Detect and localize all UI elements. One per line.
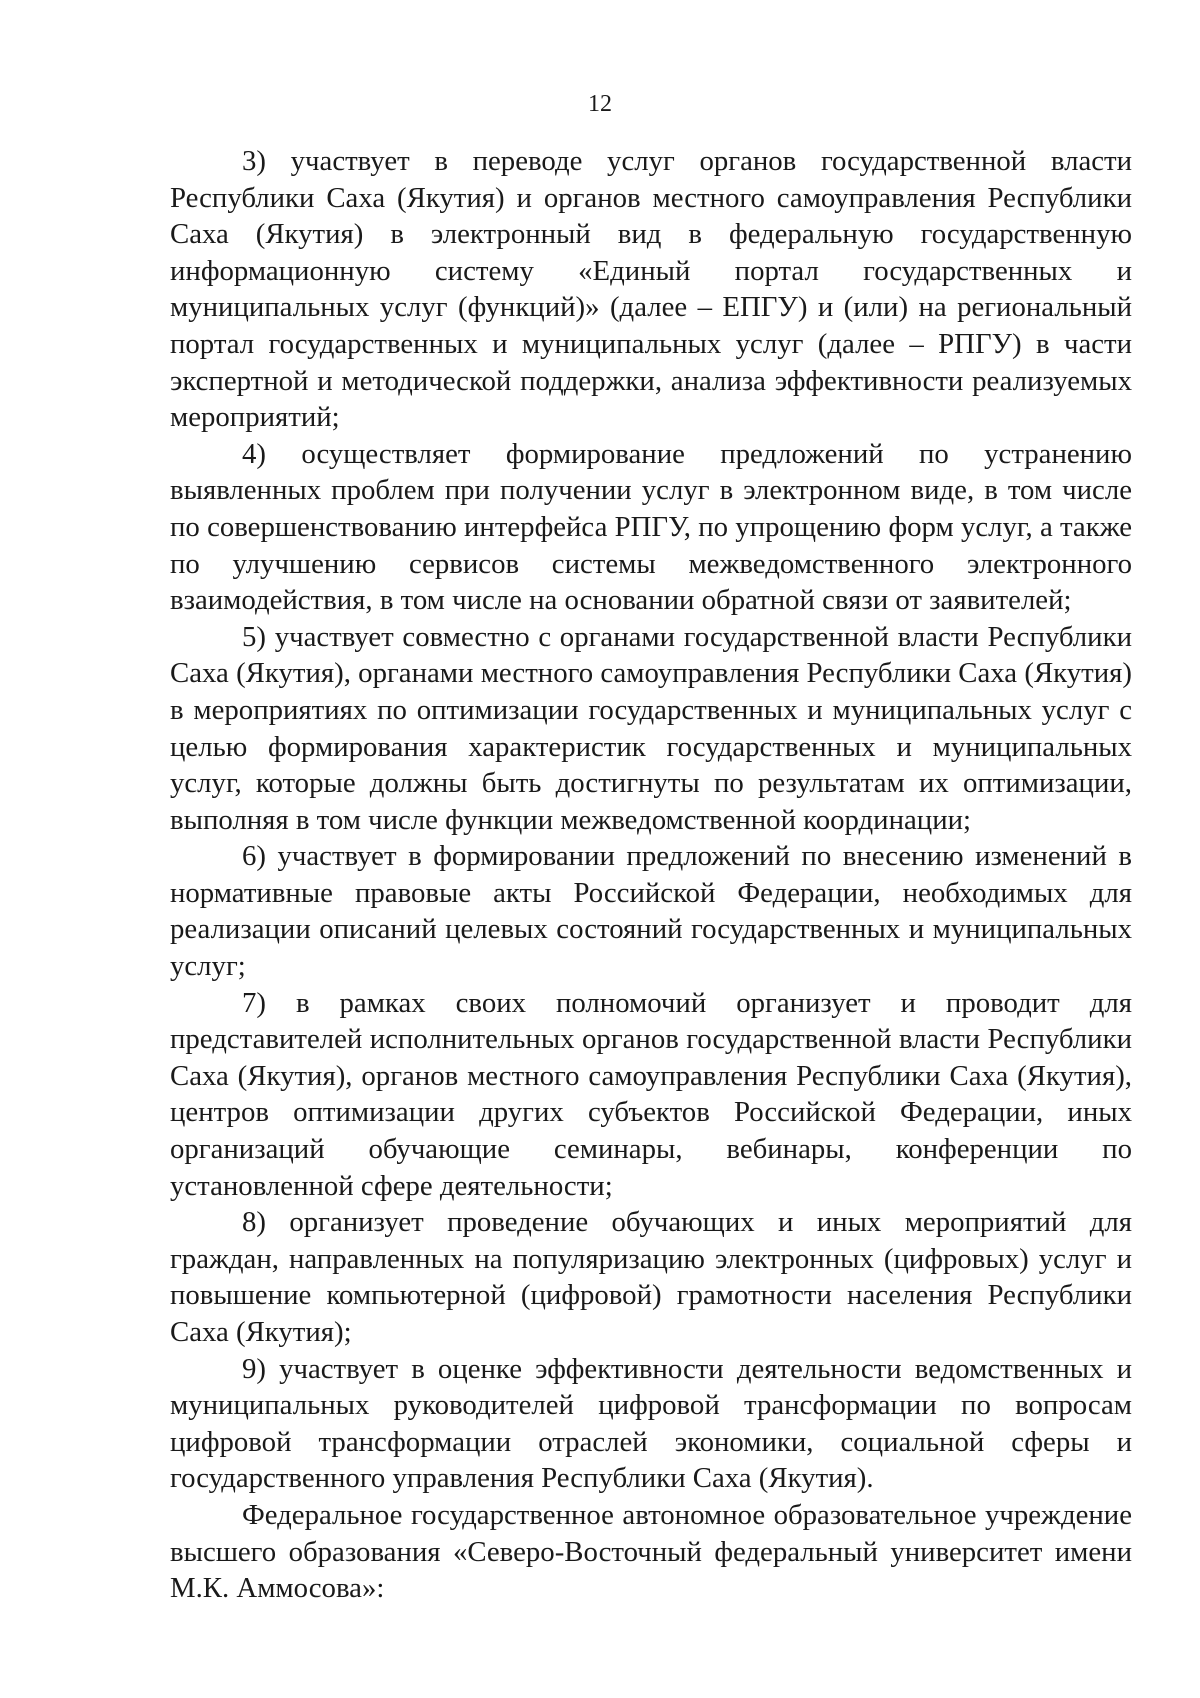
paragraph-item-8: 8) организует проведение обучающих и иных мероприятий для граждан, направленных на популяризацию электронных (цифровых) услуг и повышение компьютерной (цифровой) грамотности населения Республики Саха (Якутия); <box>170 1206 1132 1348</box>
paragraph-item-6: 6) участвует в формировании предложений по внесению изменений в нормативные правовые акты Российской Федерации, необходимых для реализации описаний целевых состояний государственных и муниципальных услуг; <box>170 840 1132 983</box>
paragraph-item-5: 5) участвует совместно с органами государственной власти Республики Саха (Якутия), органами местного самоуправления Республики Саха (Якутия) в мероприятиях по оптимизации государственных и муниципальных услуг с целью формирования характеристик государственных и муниципальных услуг, которые должны быть достигнуты по результатам их оптимизации, выполняя в том числе функции межведомственной координации; <box>170 620 1132 836</box>
page-number: 12 <box>588 91 612 117</box>
paragraph-item-9: 9) участвует в оценке эффективности деятельности ведомственных и муниципальных руководителей цифровой трансформации по вопросам цифровой трансформации отраслей экономики, социальной сферы и государственного управления Республики Саха (Якутия). <box>170 1352 1132 1495</box>
paragraph-item-7: 7) в рамках своих полномочий организует и проводит для представителей исполнительных органов государственной власти Республики Саха (Якутия), органов местного самоуправления Республики Саха (Якутия), центров оптимизации других субъектов Российской Федерации, иных организаций обучающие семинары, вебинары, конференции по установленной сфере деятельности; <box>170 986 1132 1202</box>
document-body <box>170 143 1132 1607</box>
paragraph-item-4: 4) осуществляет формирование предложений по устранению выявленных проблем при получении услуг в электронном виде, в том числе по совершенствованию интерфейса РПГУ, по упрощению форм услуг, а также по улучшению сервисов системы межведомственного электронного взаимодействия, в том числе на основании обратной связи от заявителей; <box>170 437 1132 617</box>
paragraph-university-heading: Федеральное государственное автономное образовательное учреждение высшего образования «Северо-Восточный федеральный университет имени М.К. Аммосова»: <box>170 1498 1132 1605</box>
paragraph-item-3: 3) участвует в переводе услуг органов государственной власти Республики Саха (Якутия) и органов местного самоуправления Республики Саха (Якутия) в электронный вид в федеральную государственную информационную систему «Единый портал государственных и муниципальных услуг (функций)» (далее – ЕПГУ) и (или) на региональный портал государственных и муниципальных услуг (далее – РПГУ) в части экспертной и методической поддержки, анализа эффективности реализуемых мероприятий; <box>170 145 1132 434</box>
